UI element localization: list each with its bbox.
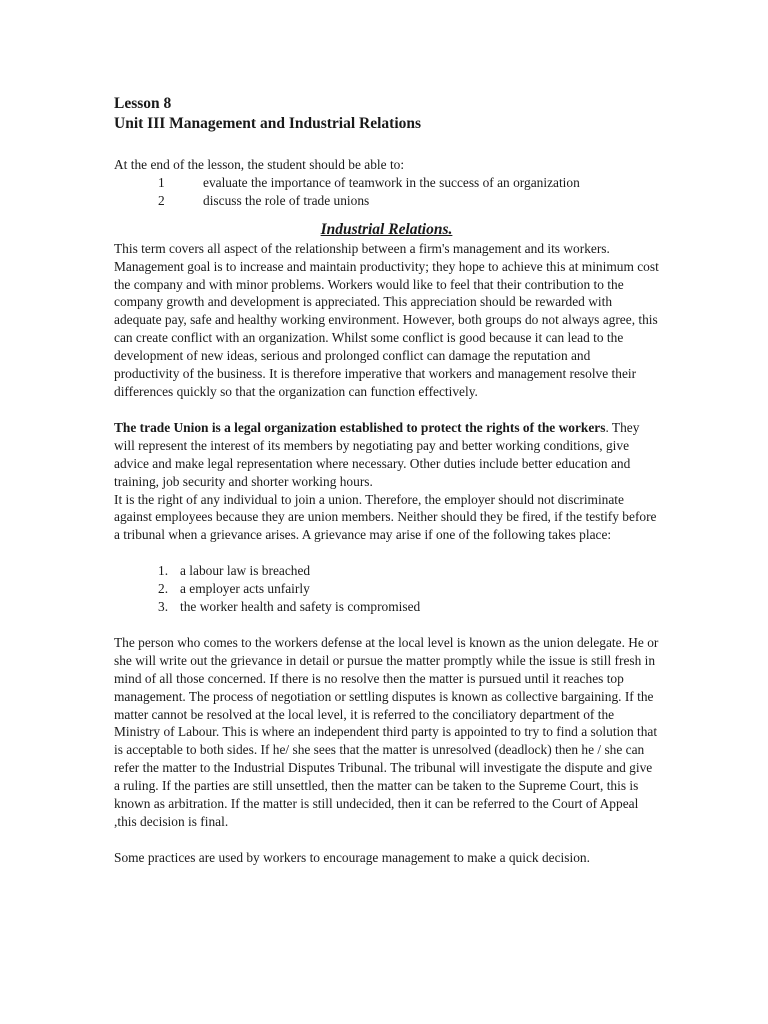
industrial-relations-paragraph: This term covers all aspect of the relationship between a firm's management and its workers. Management goal is to increase and maintain productivity; they hope to achieve this at minimum cost the company and with minor problems. Workers would like to feel that their contribution to the company growth and development is appreciated. This appreciation should be rewarded with adequate pay, safe and healthy working environment. However, both groups do not always agree, this can create conflict with an organization. Whilst some conflict is good because it can lead to the development of new ideas, serious and prolonged conflict can damage the reputation and productivity of the business. It is therefore imperative that workers and management resolve their differences quickly so that the organization can function effectively.: [114, 240, 659, 399]
grievance-number: 3.: [158, 599, 169, 615]
practices-paragraph: Some practices are used by workers to encourage management to make a quick decision.: [114, 849, 590, 865]
objectives-list: [114, 174, 659, 210]
objective-number: 1: [158, 174, 165, 190]
grievance-item: [114, 598, 659, 616]
grievance-list: [114, 562, 659, 616]
objective-text: evaluate the importance of teamwork in the success of an organization: [203, 174, 580, 190]
grievance-number: 2.: [158, 581, 169, 597]
trade-union-duties: . They will represent the interest of its members by negotiating pay and better working conditions, give advice and make legal representation where necessary. Other duties include better education and training, job security and shorter working hours.: [114, 419, 640, 489]
objective-item: [114, 192, 659, 210]
grievance-text: a labour law is breached: [180, 563, 311, 579]
grievance-text: the worker health and safety is compromised: [180, 599, 421, 615]
section-title: Industrial Relations.: [320, 220, 453, 238]
unit-title: Unit III Management and Industrial Relations: [114, 115, 422, 132]
union-rights-paragraph: It is the right of any individual to join a union. Therefore, the employer should not discriminate against employees because they are union members. Neither should they be fired, if the testify before a tribunal when a grievance arises. A grievance may arise if one of the following takes place:: [114, 491, 657, 543]
trade-union-paragraph: [114, 419, 659, 491]
objective-item: [114, 174, 659, 192]
grievance-number: 1.: [158, 563, 169, 579]
document-page: [114, 94, 659, 867]
lesson-title: Lesson 8: [114, 95, 172, 112]
grievance-process-paragraph: The person who comes to the workers defense at the local level is known as the union delegate. He or she will write out the grievance in detail or pursue the matter promptly while the issue is still fresh in mind of all those concerned. If there is no resolve then the matter is pursued until it reaches top management. The process of negotiation or settling disputes is known as collective bargaining. If the matter cannot be resolved at the local level, it is referred to the conciliatory department of the Ministry of Labour. This is where an independent third party is appointed to try to find a solution that is acceptable to both sides. If he/ she sees that the matter is unresolved (deadlock) then he / she can refer the matter to the Industrial Disputes Tribunal. The tribunal will investigate the dispute and give a ruling. If the parties are still unsettled, then the matter can be taken to the Supreme Court, this is known as arbitration. If the matter is still undecided, then it can be referred to the Court of Appeal ,this decision is final.: [114, 634, 659, 829]
objective-number: 2: [158, 192, 165, 208]
grievance-item: [114, 580, 659, 598]
grievance-item: [114, 562, 659, 580]
grievance-text: a employer acts unfairly: [180, 581, 310, 597]
trade-union-definition: The trade Union is a legal organization established to protect the rights of the workers: [114, 419, 606, 435]
objective-text: discuss the role of trade unions: [203, 192, 370, 208]
objectives-intro: At the end of the lesson, the student should be able to:: [114, 157, 405, 172]
